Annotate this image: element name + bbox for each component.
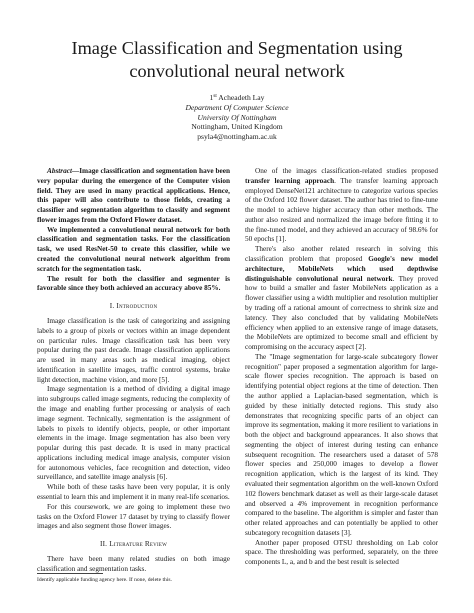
section-title: Introduction [116, 302, 158, 311]
abstract-lead: Abstract [47, 167, 72, 175]
right-p1-bold: transfer learning approach [245, 176, 335, 185]
abstract [37, 167, 230, 294]
right-paragraph-4: Another paper proposed OTSU thresholding on Lab color space. The thresholding was performed, separately, on the three components L, a, and b and the best result is selected [245, 538, 438, 567]
author-ordinal-suffix: st [213, 93, 217, 99]
author-department: Department Of Computer Science [185, 102, 289, 112]
section-heading-introduction [37, 302, 230, 312]
section-title: Literature Review [109, 540, 168, 549]
right-column [245, 167, 438, 568]
author-block [20, 93, 454, 142]
left-column [37, 167, 230, 574]
right-paragraph-2 [245, 245, 438, 353]
footnote-divider [37, 573, 103, 574]
intro-paragraph-1: Image classification is the task of categorizing and assigning labels to a group of pixels or vectors within an image dependent on particular rules. Image classification task has been very popular during the past decade. Image classification applications are used in many areas such as medical imaging, object identification in satellite images, traffic control systems, brake light detection, machine vision, and more [5]. [37, 316, 230, 384]
abstract-text-1: —Image classification and segmentation have been very popular during the emergence of the Computer vision field. They are used in many practical applications. Hence, this paper will also contribute to those fields, creating a classifier and segmentation algorithm to classify and segment flower images from the Oxford Flower dataset. [37, 167, 230, 224]
author-name-line [20, 93, 454, 103]
section-heading-literature-review [37, 540, 230, 550]
right-p2-bold: Google's new model architecture, MobileNets which used depthwise distinguishable convolutional neural network [245, 255, 438, 283]
right-p2-text-b: . They proved how to build a smaller and faster MobileNets application as a flower classifier using a width multiplier and resolution multiplier by trading off a rational amount of correctness to shrink size and latency. They also concluded that by validating MobileNets efficiency when applied to an extensive range of image datasets, the MobileNets are optimized to become small and efficient by compromising on the accuracy aspect [2]. [245, 274, 438, 352]
abstract-paragraph-2: We implemented a convolutional neural network for both classification and segmentation tasks. For the classification task, we used ResNet-50 to create this classifier, while we created the convolutional neural network algorithm from scratch for the segmentation task. [37, 225, 230, 273]
author-location: Nottingham, United Kingdom [191, 122, 283, 132]
intro-paragraph-3: While both of these tasks have been very popular, it is only essential to learn this and implement it in many real-life scenarios. [37, 483, 230, 501]
right-paragraph-3: The "Image segmentation for large-scale subcategory flower recognition" paper proposed a segmentation algorithm for large-scale flower species recognition. The approach is based on identifying potential object regions at the time of detection. Then the author applied a Laplacian-based segmentation, which is guided by these initially detected regions. This study also demonstrates that recognizing specific parts of an object can improve its segmentation, making it more resilient to variations in both the object and background appearances. It also shows that segmenting the object of interest during testing can enhance subsequent recognition. The researchers used a dataset of 578 flower species and 250,000 images to develop a flower recognition application, which is the largest of its kind. They evaluated their segmentation algorithm on the well-known Oxford 102 flowers benchmark dataset as well as their large-scale dataset and observed a 4% improvement in recognition performance compared to the baseline. The algorithm is simpler and faster than other related approaches and can potentially be applied to other subcategory recognition datasets [3]. [245, 352, 438, 537]
paper-title [20, 37, 454, 83]
right-p2-text-a: There's also another related research in solving this classification problem that proposed [245, 245, 438, 264]
right-p1-text-b: . The transfer learning approach employed DenseNet121 architecture to categorize various species of the Oxford 102 flower dataset. The author has tried to fine-tune the model to achieve higher accuracy than other methods. The author also resized and normalized the image before fitting it to the fine-tuned model, and they achieved an accuracy of 98.6% for 50 epochs [1]. [245, 176, 438, 244]
literature-paragraph-1: There have been many related studies on both image classification and segmentation tasks. [37, 554, 230, 573]
title-line-2: convolutional neural network [129, 61, 345, 81]
right-paragraph-1 [245, 167, 438, 245]
right-p1-text-a: One of the images classification-related studies proposed [255, 167, 438, 175]
footnote: Identify applicable funding agency here. If none, delete this. [37, 577, 172, 583]
section-numeral: II. [99, 540, 108, 549]
abstract-paragraph-1 [37, 167, 230, 226]
author-university: University Of Nottingham [197, 112, 277, 122]
intro-paragraph-4: For this coursework, we are going to implement these two tasks on the Oxford Flower 17 dataset by trying to classify flower images and also segment those flower images. [37, 502, 230, 531]
author-ordinal: 1 [209, 93, 214, 102]
author-email: psyla4@nottingham.ac.uk [197, 132, 277, 142]
abstract-paragraph-3: The result for both the classifier and segmenter is favorable since they both achieved an accuracy above 85%. [37, 274, 230, 293]
author-name: Acheadeth Lay [216, 93, 265, 102]
title-line-1: Image Classification and Segmentation using [71, 38, 403, 58]
section-numeral: I. [109, 302, 115, 311]
intro-paragraph-2: Image segmentation is a method of dividing a digital image into subgroups called image segments, reducing the complexity of the image and enabling further processing or analysis of each image segment. Technically, segmentation is the assignment of labels to pixels to identify objects, people, or other important elements in the image. Image segmentation has also been very popular during this past decade. It is used in many practical applications including medical image analysis, computer vision for autonomous vehicles, face recognition and detection, video surveillance, and satellite image analysis [6]. [37, 385, 230, 482]
